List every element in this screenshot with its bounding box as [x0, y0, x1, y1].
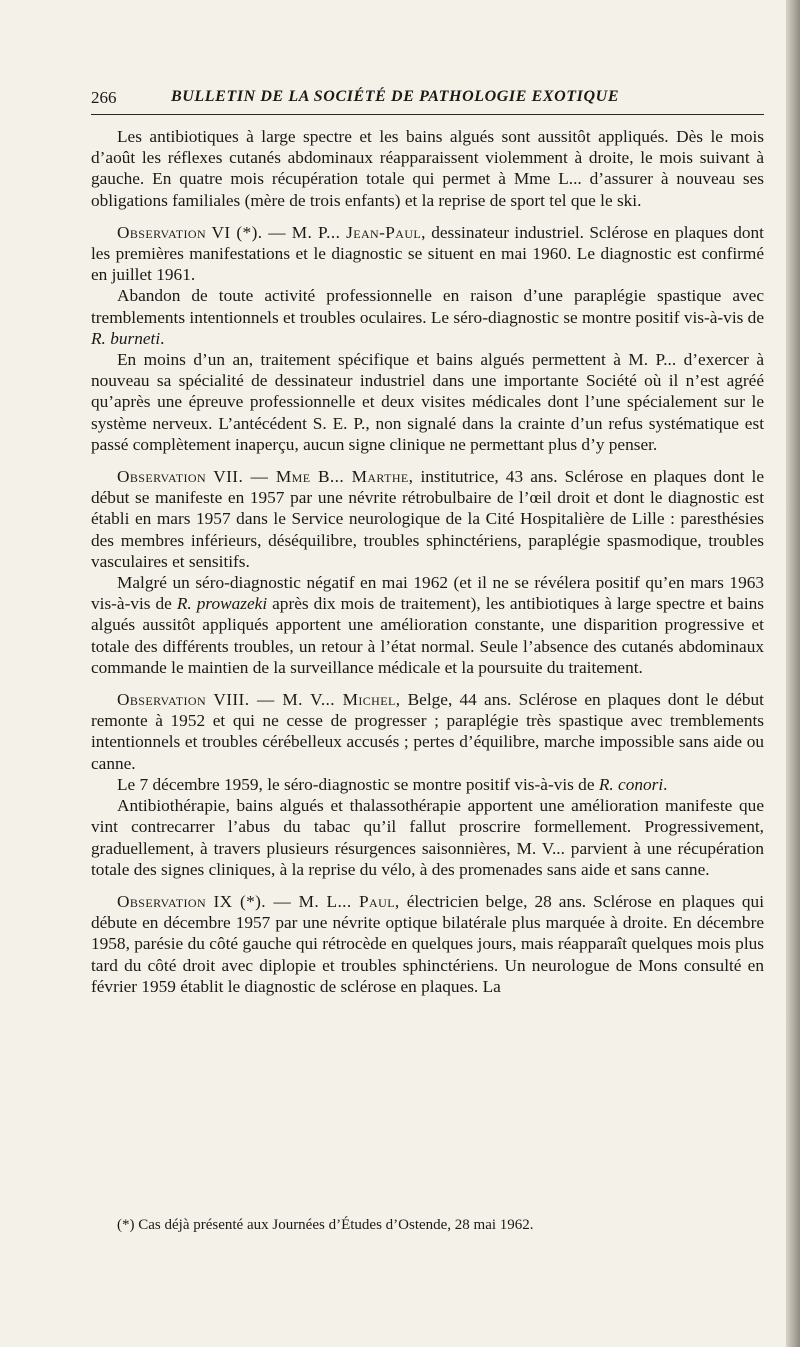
observation-7: Observation VII. — Mme B... Marthe, institutrice, 43 ans. Sclérose en plaques dont le début se manifeste en 1957 par une névrite rétrobulbaire de l’œil droit et dont le diagnostic est établi en mars 1957 dans le Service neurologique de la Cité Hospitalière de Lille : paresthésies des membres inférieurs, déséquilibre, troubles sphinctériens, paraplégie spasmodique, troubles vasculaires et sensitifs.: [91, 467, 764, 571]
article-body: [91, 126, 764, 997]
observation-8: Observation VIII. — M. V... Michel, Belge, 44 ans. Sclérose en plaques dont le début remonte à 1952 et qui ne cesse de progresser ; paraplégie très spastique avec tremblements intentionnels et troubles cérébelleux accusés ; pertes d’équilibre, marche impossible sans aide ou canne.: [91, 690, 764, 773]
paragraph-obs8-outcome: Antibiothérapie, bains algués et thalassothérapie apportent une amélioration manifeste que vint contrecarrer l’abus du tabac qu’il fallut proscrire formellement. Progressivement, graduellement, à travers plusieurs résurgences saisonnières, M. V... parvient à une récupération totale des signes cliniques, à la reprise du vélo, à des promenades sans aide et sans canne.: [91, 796, 764, 879]
observation-heading: Observation VI (*). — M. P... Jean-Paul,: [117, 222, 426, 242]
observation-9: Observation IX (*). — M. L... Paul, électricien belge, 28 ans. Sclérose en plaques qui débute en décembre 1957 par une névrite optique bilatérale plus marquée à droite. En décembre 1958, parésie du côté gauche qui rétrocède en quelques jours, mais réapparaît quelques mois plus tard du côté droit avec diplopie et troubles sphinctériens. Un neurologue de Mons consulté en février 1959 établit le diagnostic de sclérose en plaques. La: [91, 891, 765, 996]
observation-heading: Observation VII. — Mme B... Marthe,: [117, 467, 414, 487]
footnote: (*) Cas déjà présenté aux Journées d’Études d’Ostende, 28 mai 1962.: [117, 1217, 534, 1233]
paragraph-obs6-symptoms: Abandon de toute activité professionnelle en raison d’une paraplégie spastique avec tremblements intentionnels et troubles oculaires. Le séro-diagnostic se montre positif vis-à-vis de R. burneti.: [91, 286, 764, 348]
paragraph-obs8-serology: Le 7 décembre 1959, le séro-diagnostic se montre positif vis-à-vis de R. conori.: [117, 774, 668, 794]
journal-title: BULLETIN DE LA SOCIÉTÉ DE PATHOLOGIE EXOTIQUE: [171, 88, 620, 105]
observation-heading: Observation IX (*). — M. L... Paul,: [117, 891, 400, 911]
species-name: R. burneti: [91, 328, 161, 348]
paragraph-obs7-treatment: Malgré un séro-diagnostic négatif en mai 1962 (et il ne se révélera positif qu’en mars 1963 vis-à-vis de R. prowazeki après dix mois de traitement), les antibiotiques à large spectre et bains algués aussitôt appliqués apportent une amélioration constante, une disparition progressive et totale des différents troubles, un retour à l’état normal. Seule l’absence des cutanés abdominaux commande le maintien de la surveillance médicale et la poursuite du traitement.: [91, 573, 764, 677]
species-name: R. conori: [598, 774, 664, 794]
running-header: [91, 88, 760, 110]
species-name: R. prowazeki: [176, 594, 268, 614]
paragraph-obs6-outcome: En moins d’un an, traitement spécifique et bains algués permettent à M. P... d’exercer à nouveau sa spécialité de dessinateur industriel dans une importante Société où il n’est agréé qu’après une épreuve professionnelle et deux visites médicales dont l’une spécialement sur le système nerveux. L’antécédent S. E. P., non signalé dans la crainte d’un refus systématique est passé complètement inaperçu, aucun signe clinique ne permettant plus d’y penser.: [91, 350, 764, 454]
observation-heading: Observation VIII. — M. V... Michel,: [117, 690, 401, 710]
page-number: 266: [91, 88, 117, 107]
header-rule: [91, 114, 764, 115]
paragraph-recovery-mme-l: Les antibiotiques à large spectre et les bains algués sont aussitôt appliqués. Dès le mois d’août les réflexes cutanés abdominaux réapparaissent violemment à droite, le mois suivant à gauche. En quatre mois récupération totale qui permet à Mme L... d’assurer à nouveau ses obligations familiales (mère de trois enfants) et la reprise de sport tel que le ski.: [91, 127, 764, 210]
observation-6: Observation VI (*). — M. P... Jean-Paul, dessinateur industriel. Sclérose en plaques dont les premières manifestations et le diagnostic se situent en mai 1960. Le diagnostic est confirmé en juillet 1961.: [91, 222, 764, 285]
page-edge-shadow: [786, 0, 800, 1347]
